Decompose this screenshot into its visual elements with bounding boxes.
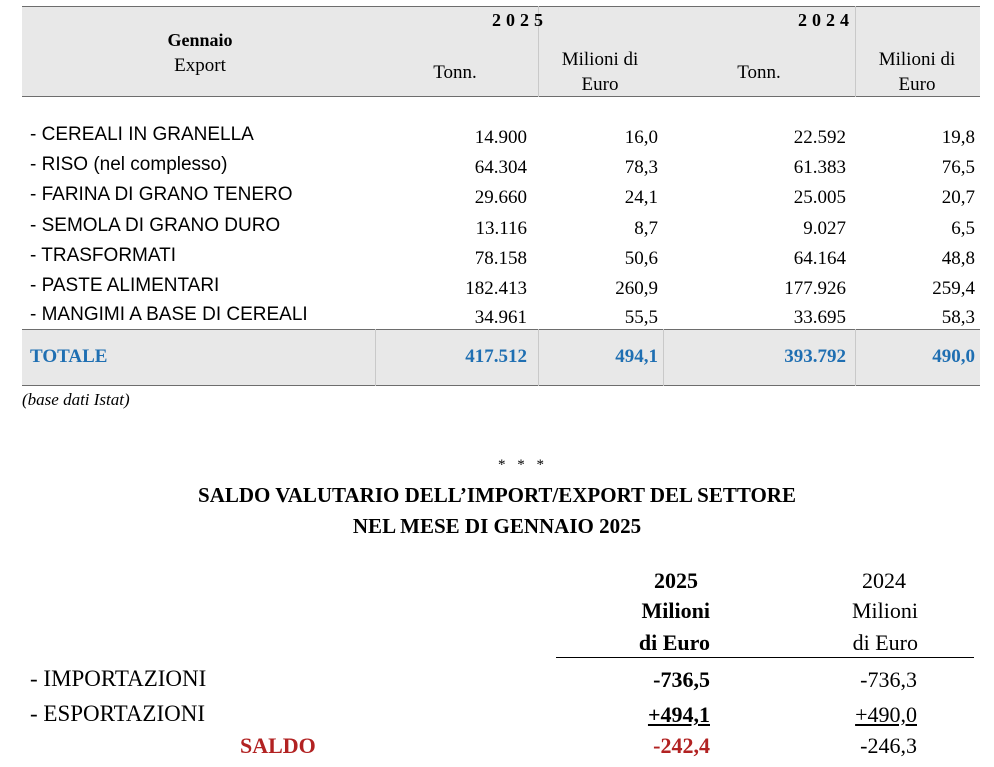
table-header-top-rule bbox=[22, 6, 980, 7]
cell-meur-2025: 55,5 bbox=[624, 307, 658, 328]
column-separator bbox=[663, 329, 664, 386]
cell-tonn-2024: 25.005 bbox=[793, 187, 846, 208]
balance-unit-2024-line1: Milioni bbox=[851, 598, 918, 623]
col-tonn-2024: Tonn. bbox=[737, 62, 781, 83]
balance-export-2024: +490,0 bbox=[855, 702, 917, 727]
balance-header-rule bbox=[556, 657, 974, 658]
column-separator bbox=[855, 329, 856, 386]
table-header-bottom-rule bbox=[22, 96, 980, 97]
total-row-top-rule bbox=[22, 329, 980, 330]
cell-tonn-2024: 9.027 bbox=[803, 218, 846, 239]
balance-export-2025: +494,1 bbox=[647, 702, 710, 727]
cell-meur-2024: 259,4 bbox=[932, 278, 975, 299]
cell-meur-2024: 20,7 bbox=[941, 187, 975, 208]
balance-row-importazioni: - IMPORTAZIONI bbox=[30, 666, 207, 691]
cell-tonn-2024: 22.592 bbox=[793, 127, 846, 148]
balance-saldo-label: SALDO bbox=[240, 733, 316, 758]
cell-tonn-2025: 64.304 bbox=[474, 157, 527, 178]
year-2024-header: 2024 bbox=[798, 10, 854, 30]
total-tonn-2024: 393.792 bbox=[784, 346, 846, 367]
col-meur-2024-line2: Euro bbox=[898, 74, 936, 95]
column-separator bbox=[375, 329, 376, 386]
cell-meur-2025: 8,7 bbox=[634, 218, 658, 239]
cell-meur-2024: 6,5 bbox=[951, 218, 975, 239]
total-meur-2024: 490,0 bbox=[932, 346, 975, 367]
balance-saldo-2025: -242,4 bbox=[653, 733, 710, 758]
cell-tonn-2025: 182.413 bbox=[465, 278, 527, 299]
total-meur-2025: 494,1 bbox=[615, 346, 658, 367]
cell-meur-2024: 76,5 bbox=[941, 157, 975, 178]
cell-meur-2024: 48,8 bbox=[941, 248, 975, 269]
total-label: TOTALE bbox=[30, 346, 108, 367]
cell-meur-2024: 58,3 bbox=[941, 307, 975, 328]
cell-tonn-2025: 29.660 bbox=[474, 187, 527, 208]
row-label-cereali: - CEREALI IN GRANELLA bbox=[30, 124, 254, 145]
balance-saldo-2024: -246,3 bbox=[860, 733, 917, 758]
balance-title-line1: SALDO VALUTARIO DELL’IMPORT/EXPORT DEL SETTORE bbox=[198, 483, 796, 507]
cell-meur-2025: 50,6 bbox=[624, 248, 658, 269]
row-label-semola: - SEMOLA DI GRANO DURO bbox=[30, 215, 281, 236]
cell-tonn-2025: 78.158 bbox=[474, 248, 527, 269]
balance-unit-2025-line1: Milioni bbox=[641, 598, 710, 623]
cell-meur-2025: 260,9 bbox=[615, 278, 658, 299]
balance-year-2025: 2025 bbox=[654, 568, 698, 593]
table-subtitle: Export bbox=[174, 55, 226, 76]
row-label-riso: - RISO (nel complesso) bbox=[30, 154, 228, 175]
cell-tonn-2025: 13.116 bbox=[475, 218, 527, 239]
balance-import-2025: -736,5 bbox=[653, 667, 710, 692]
cell-meur-2025: 16,0 bbox=[624, 127, 658, 148]
source-note: (base dati Istat) bbox=[22, 390, 130, 409]
balance-year-2024: 2024 bbox=[862, 568, 906, 593]
row-label-farina: - FARINA DI GRANO TENERO bbox=[30, 184, 293, 205]
col-meur-2024-line1: Milioni di bbox=[878, 49, 956, 70]
total-row-bottom-rule bbox=[22, 385, 980, 386]
cell-tonn-2024: 177.926 bbox=[784, 278, 846, 299]
cell-meur-2025: 78,3 bbox=[624, 157, 658, 178]
table-title: Gennaio bbox=[167, 30, 233, 50]
cell-tonn-2024: 33.695 bbox=[793, 307, 846, 328]
balance-title-line2: NEL MESE DI GENNAIO 2025 bbox=[352, 514, 642, 538]
row-label-paste: - PASTE ALIMENTARI bbox=[30, 275, 220, 296]
column-separator bbox=[538, 329, 539, 386]
balance-row-esportazioni: - ESPORTAZIONI bbox=[30, 701, 206, 726]
cell-tonn-2024: 61.383 bbox=[793, 157, 846, 178]
year-2025-header: 2025 bbox=[492, 10, 548, 30]
total-tonn-2025: 417.512 bbox=[465, 346, 527, 367]
row-label-trasformati: - TRASFORMATI bbox=[30, 245, 177, 266]
cell-meur-2024: 19,8 bbox=[941, 127, 975, 148]
balance-import-2024: -736,3 bbox=[860, 667, 917, 692]
balance-unit-2025-line2: di Euro bbox=[638, 630, 710, 655]
row-label-mangimi: - MANGIMI A BASE DI CEREALI bbox=[30, 304, 308, 325]
col-tonn-2025: Tonn. bbox=[433, 62, 477, 83]
cell-tonn-2024: 64.164 bbox=[793, 248, 846, 269]
col-meur-2025-line1: Milioni di bbox=[561, 49, 639, 70]
col-meur-2025-line2: Euro bbox=[581, 74, 619, 95]
cell-meur-2025: 24,1 bbox=[624, 187, 658, 208]
section-divider-stars: * * * bbox=[498, 457, 548, 473]
balance-unit-2024-line2: di Euro bbox=[852, 630, 918, 655]
cell-tonn-2025: 14.900 bbox=[474, 127, 527, 148]
cell-tonn-2025: 34.961 bbox=[474, 307, 527, 328]
